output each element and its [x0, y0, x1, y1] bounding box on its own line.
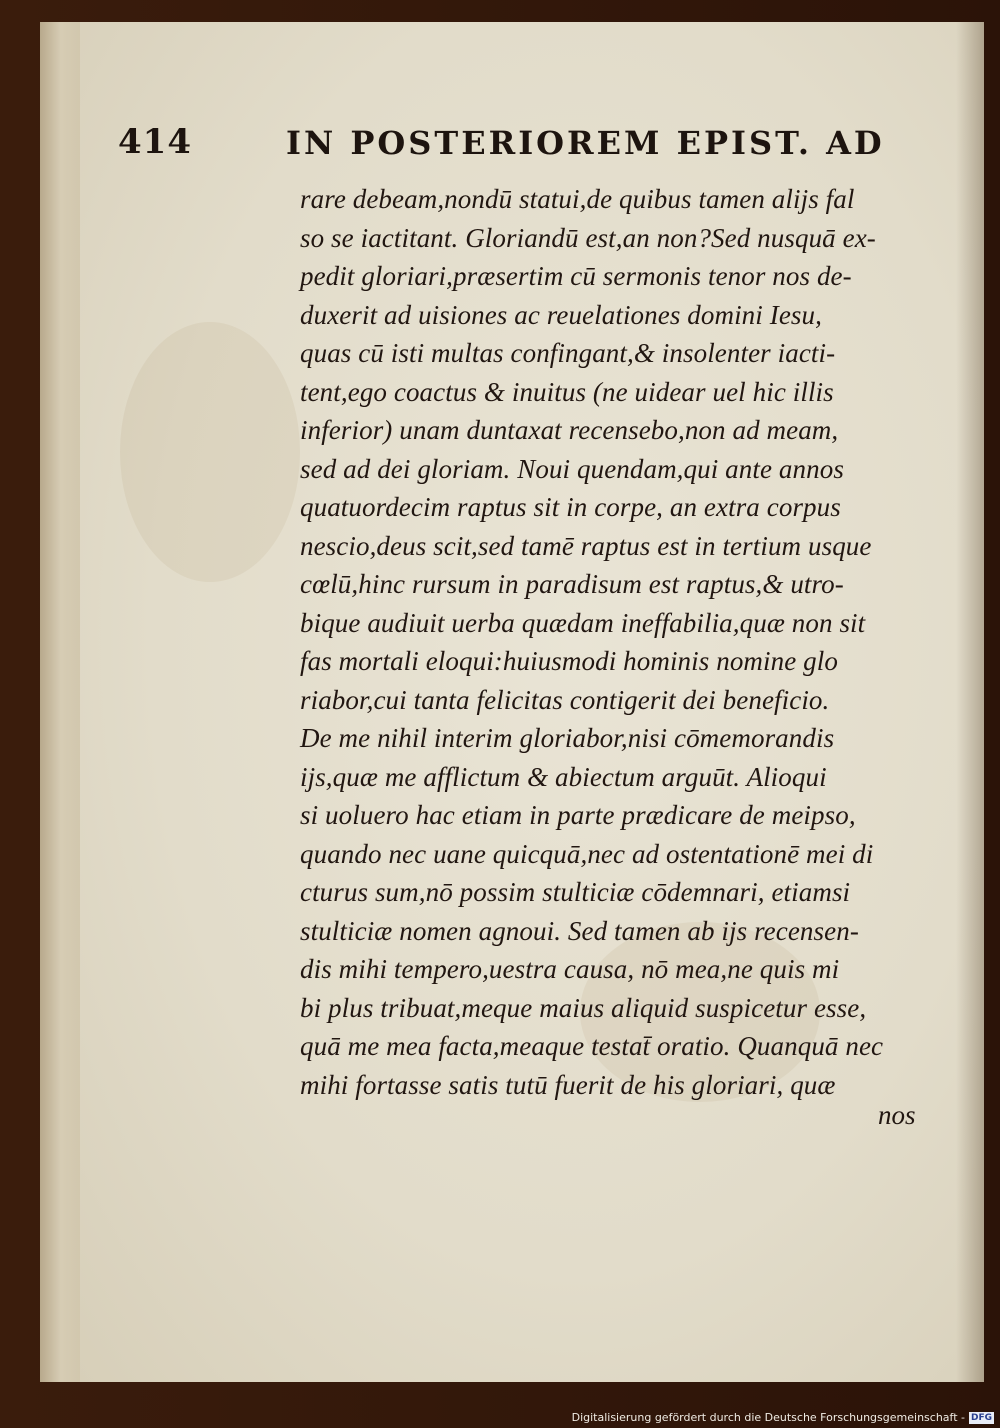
- text-line: quā me mea facta,meaque testat̄ oratio. Quanquā nec: [300, 1031, 884, 1061]
- text-line: stulticiæ nomen agnoui. Sed tamen ab ijs recensen-: [300, 915, 859, 946]
- text-line: bi plus tribuat,meque maius aliquid suspicetur esse,: [300, 992, 867, 1023]
- text-line: quatuordecim raptus sit in corpe, an extra corpus: [300, 492, 841, 522]
- text-line: bique audiuit uerba quædam ineffabilia,quæ non sit: [300, 607, 866, 638]
- text-line: ijs,quæ me afflictum & abiectum arguūt. Alioqui: [300, 761, 827, 792]
- text-line: pedit gloriari,præsertim cū sermonis tenor nos de-: [300, 261, 852, 291]
- dfg-logo-icon: DFG: [970, 1412, 992, 1423]
- text-line: quando nec uane quicquā,nec ad ostentationē mei di: [300, 838, 874, 869]
- text-line: duxerit ad uisiones ac reuelationes domini Iesu,: [300, 299, 822, 330]
- text-line: De me nihil interim gloriabor,nisi cōmemorandis: [300, 723, 835, 753]
- text-line: cœlū,hinc rursum in paradisum est raptus,& utro-: [300, 569, 844, 599]
- text-line: rare debeam,nondū statui,de quibus tamen alijs fal: [300, 184, 855, 214]
- paper-stain: [120, 322, 300, 582]
- text-line: riabor,cui tanta felicitas contigerit dei beneficio.: [300, 684, 830, 715]
- text-line: tent,ego coactus & inuitus (ne uidear uel hic illis: [300, 376, 834, 407]
- running-head: IN POSTERIOREM EPIST. AD: [286, 124, 885, 162]
- text-line: so se iactitant. Gloriandū est,an non?Sed nusquā ex-: [300, 222, 876, 253]
- text-block: [300, 180, 932, 1104]
- gutter-shadow: [956, 22, 984, 1382]
- text-line: quas cū isti multas confingant,& insolenter iacti-: [300, 338, 836, 368]
- text-line: fas mortali eloqui:huiusmodi hominis nomine glo: [300, 646, 838, 676]
- text-line: cturus sum,nō possim stulticiæ cōdemnari, etiamsi: [300, 877, 851, 907]
- catchword: nos: [878, 1100, 916, 1130]
- credit-text: Digitalisierung gefördert durch die Deutsche Forschungsgemeinschaft -: [571, 1411, 965, 1424]
- text-line: nescio,deus scit,sed tamē raptus est in tertium usque: [300, 530, 872, 561]
- folio-number: 414: [118, 122, 192, 162]
- text-line: si uoluero hac etiam in parte prædicare de meipso,: [300, 800, 856, 830]
- text-line: inferior) unam duntaxat recensebo,non ad meam,: [300, 415, 839, 445]
- text-line: dis mihi tempero,uestra causa, nō mea,ne quis mi: [300, 954, 840, 984]
- text-line: mihi fortasse satis tutū fuerit de his gloriari, quæ: [300, 1069, 836, 1100]
- digitization-credit: [572, 1411, 994, 1424]
- text-line: sed ad dei gloriam. Noui quendam,qui ante annos: [300, 453, 844, 484]
